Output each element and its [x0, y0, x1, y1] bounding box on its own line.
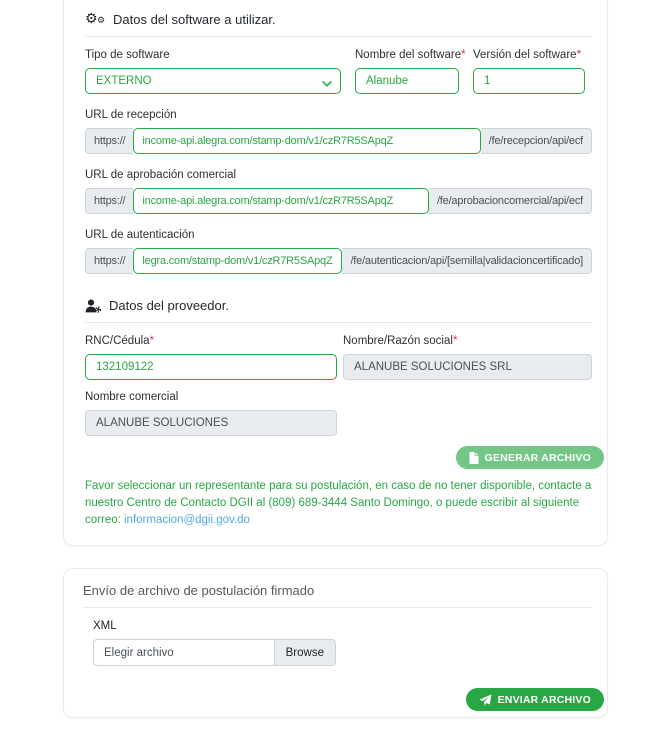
- nombre-comercial-input-disabled: [85, 410, 337, 436]
- file-placeholder: Elegir archivo: [104, 646, 174, 659]
- generar-archivo-label: GENERAR ARCHIVO: [484, 451, 591, 464]
- software-name-field-group: [355, 49, 466, 94]
- https-prefix-addon: https://: [85, 188, 133, 214]
- upload-section-title: Envío de archivo de postulación firmado: [83, 583, 315, 598]
- provider-fields-row: [85, 335, 592, 380]
- upload-form: [83, 620, 592, 711]
- url-recepcion-input-group: [85, 128, 592, 154]
- provider-section-header: [85, 298, 592, 313]
- url-autenticacion-suffix-addon: /fe/autenticacion/api/[semilla|validacioncertificado]: [342, 248, 592, 274]
- required-asterisk: *: [576, 49, 582, 61]
- file-icon: [469, 452, 479, 464]
- software-type-label: Tipo de software: [85, 49, 170, 61]
- razon-social-label: Nombre/Razón social*: [343, 335, 458, 347]
- generate-button-row: [85, 446, 604, 469]
- url-recepcion-suffix-addon: /fe/recepcion/api/ecf: [481, 128, 592, 154]
- software-version-label: Versión del software*: [473, 49, 582, 61]
- url-recepcion-input[interactable]: [133, 128, 480, 154]
- url-aprobacion-field-group: [85, 169, 592, 214]
- rnc-input[interactable]: [85, 354, 337, 380]
- divider: [85, 322, 592, 323]
- required-asterisk: *: [149, 335, 155, 347]
- rnc-label: RNC/Cédula*: [85, 335, 155, 347]
- browse-button[interactable]: Browse: [274, 640, 335, 665]
- software-type-select[interactable]: [85, 68, 341, 94]
- dgii-email-link[interactable]: informacion@dgii.gov.do: [124, 514, 250, 526]
- rnc-field-group: [85, 335, 337, 380]
- razon-social-field-group: [343, 335, 592, 380]
- software-fields-row: [85, 49, 592, 94]
- https-prefix-addon: https://: [85, 248, 133, 274]
- divider: [83, 607, 592, 608]
- generar-archivo-button[interactable]: [456, 446, 604, 469]
- provider-section-title: Datos del proveedor.: [109, 298, 229, 313]
- software-section-header: [85, 11, 592, 27]
- xml-file-input[interactable]: [93, 639, 336, 666]
- divider: [85, 36, 592, 37]
- enviar-archivo-label: ENVIAR ARCHIVO: [497, 693, 591, 706]
- send-button-row: [93, 688, 604, 711]
- software-version-field-group: [473, 49, 585, 94]
- paper-plane-icon: [479, 694, 492, 706]
- url-recepcion-field-group: [85, 109, 592, 154]
- enviar-archivo-button[interactable]: [466, 688, 604, 711]
- software-type-field-group: [85, 49, 341, 94]
- gears-icon: ⚙ ⚙: [85, 11, 106, 27]
- required-asterisk: *: [461, 49, 466, 61]
- xml-label: XML: [93, 620, 117, 632]
- note-text: Favor seleccionar un representante para su postulación, en caso de no tener disponible, contacte a nuestro Centro de Contacto DGII al (809) 689-3444 Santo Domingo, o puede escribir al siguiente correo:: [85, 480, 592, 526]
- nombre-comercial-field-group: [85, 391, 337, 436]
- url-aprobacion-suffix-addon: /fe/aprobacioncomercial/api/ecf: [429, 188, 592, 214]
- upload-card: [63, 568, 608, 718]
- software-section-title: Datos del software a utilizar.: [113, 11, 276, 27]
- url-aprobacion-label: URL de aprobación comercial: [85, 169, 237, 181]
- url-aprobacion-input-group: [85, 188, 592, 214]
- url-autenticacion-field-group: [85, 229, 592, 274]
- https-prefix-addon: https://: [85, 128, 133, 154]
- representative-note: [85, 478, 593, 529]
- required-asterisk: *: [452, 335, 458, 347]
- url-aprobacion-input[interactable]: [133, 188, 429, 214]
- software-card: [63, 0, 608, 546]
- software-type-select-wrap: [85, 71, 341, 88]
- software-name-input[interactable]: [355, 68, 459, 94]
- url-autenticacion-input-group: [85, 248, 592, 274]
- url-autenticacion-input[interactable]: [133, 248, 342, 274]
- software-name-label: Nombre del software*: [355, 49, 466, 61]
- nombre-comercial-label: Nombre comercial: [85, 391, 179, 403]
- razon-social-input-disabled: [343, 354, 592, 380]
- user-gear-icon: [85, 299, 101, 313]
- software-version-input[interactable]: [473, 68, 585, 94]
- url-recepcion-label: URL de recepción: [85, 109, 177, 121]
- url-autenticacion-label: URL de autenticación: [85, 229, 195, 241]
